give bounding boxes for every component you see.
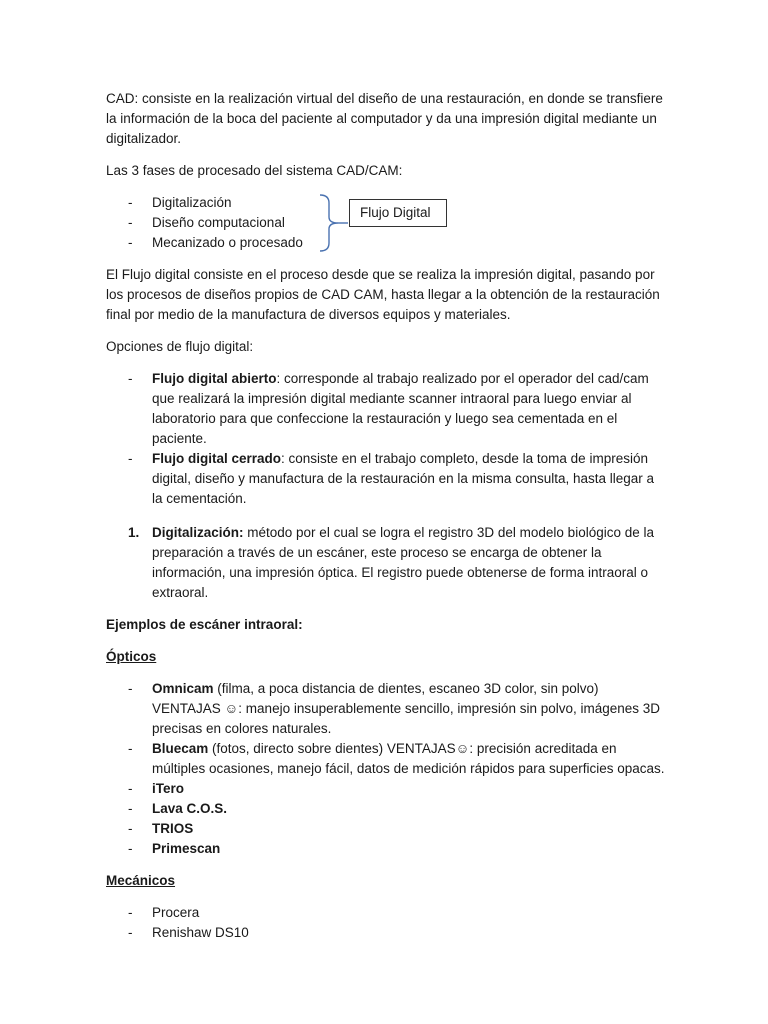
opticos-title <box>106 647 666 667</box>
list-number: 1. <box>128 525 140 540</box>
ejemplos-title-text: Ejemplos de escáner intraoral: <box>106 617 303 632</box>
scanner-name: TRIOS <box>152 821 194 836</box>
list-item: - Renishaw DS10 <box>106 923 666 943</box>
list-item: - Diseño computacional <box>106 213 666 233</box>
list-item <box>106 739 666 779</box>
opticos-list <box>106 679 666 859</box>
ejemplos-title <box>106 615 666 635</box>
list-item <box>106 819 666 839</box>
scanner-text: (filma, a poca distancia de dientes, escaneo 3D color, sin polvo) VENTAJAS ☺: manejo insuperablemente sencillo, impresión sin polvo, imágenes 3D precisas en colores naturales. <box>152 681 661 736</box>
scanner-name: Lava C.O.S. <box>152 801 228 816</box>
option-name: Flujo digital cerrado <box>152 451 282 466</box>
list-item: - Digitalización <box>106 193 666 213</box>
list-item: - Mecanizado o procesado <box>106 233 666 253</box>
mecanicos-list <box>106 903 666 943</box>
scanner-name: Bluecam <box>152 741 209 756</box>
option-text: : consiste en el trabajo completo, desde la toma de impresión digital, diseño y manufactura de la restauración en la misma consulta, hasta llegar a la cementación. <box>152 451 655 506</box>
list-item <box>106 839 666 859</box>
item-text: método por el cual se logra el registro 3D del modelo biológico de la preparación a través de un escáner, este proceso se encarga de obtener la información, una impresión óptica. El registro puede obtenerse de forma intraoral o extraoral. <box>152 525 654 600</box>
cad-definition <box>106 89 666 149</box>
option-name: Flujo digital abierto <box>152 371 277 386</box>
list-item <box>106 679 666 739</box>
mecanicos-title-text: Mecánicos <box>106 873 176 888</box>
flujo-paragraph: El Flujo digital consiste en el proceso desde que se realiza la impresión digital, pasando por los procesos de diseños propios de CAD CAM, hasta llegar a la obtención de la restauración final por medio de la manufactura de diversos equipos y materiales. <box>106 267 660 322</box>
scanner-name: iTero <box>152 781 185 796</box>
cad-text: : consiste en la realización virtual del diseño de una restauración, en donde se transfiere la información de la boca del paciente al computador y da una impresión digital mediante un digitalizador. <box>106 91 663 146</box>
fases-title: Las 3 fases de procesado del sistema CAD/CAM: <box>106 163 403 178</box>
list-item: - Procera <box>106 903 666 923</box>
right-brace-icon <box>316 193 350 253</box>
opciones-list <box>106 369 666 509</box>
option-text: : corresponde al trabajo realizado por el operador del cad/cam que realizará la impresión digital mediante scanner intraoral para luego enviar al laboratorio para que confeccione la restauración y luego sea cementada en el paciente. <box>152 371 649 446</box>
document-page <box>106 89 666 943</box>
mecanicos-title <box>106 871 666 891</box>
cad-label: CAD <box>106 91 135 106</box>
flujo-digital-box: Flujo Digital <box>349 199 447 227</box>
numbered-list <box>106 523 666 603</box>
scanner-name: Omnicam <box>152 681 214 696</box>
list-item <box>106 523 666 603</box>
scanner-name: Primescan <box>152 841 221 856</box>
fases-block <box>106 193 666 253</box>
item-title: Digitalización: <box>152 525 244 540</box>
list-item <box>106 779 666 799</box>
opciones-title: Opciones de flujo digital: <box>106 339 254 354</box>
list-item <box>106 449 666 509</box>
scanner-text: (fotos, directo sobre dientes) VENTAJAS☺: precisión acreditada en múltiples ocasiones, manejo fácil, datos de medición rápidos para superficies opacas. <box>152 741 665 776</box>
list-item <box>106 369 666 449</box>
opticos-title-text: Ópticos <box>106 649 157 664</box>
list-item <box>106 799 666 819</box>
